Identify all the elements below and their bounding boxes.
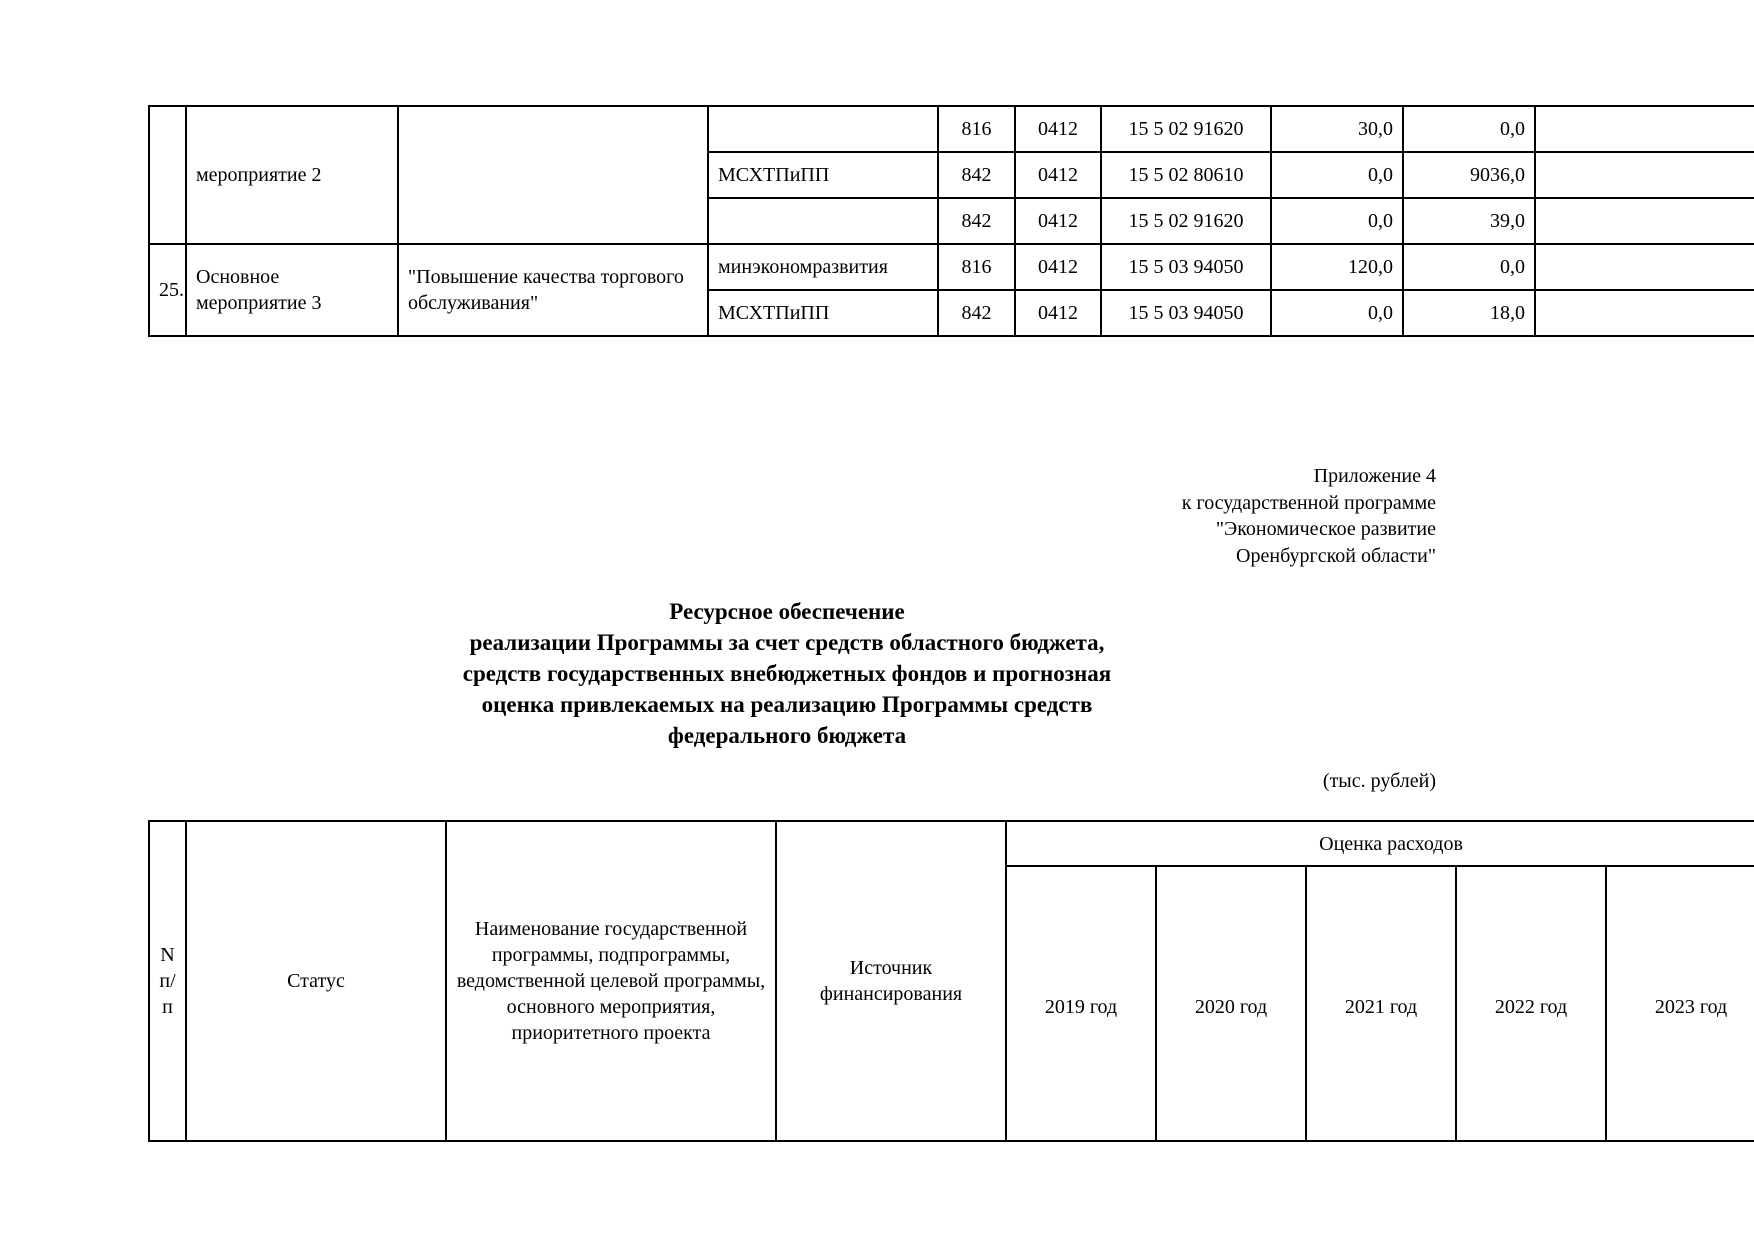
cell-amount-2: 18,0 xyxy=(1403,290,1535,336)
header-program-name: Наименование государственной программы, подпрограммы, ведомственной целевой программы, основного мероприятия, приоритетного проекта xyxy=(446,821,776,1141)
title-line: средств государственных внебюджетных фондов и прогнозная xyxy=(462,661,1112,686)
cell-amount-2: 9036,0 xyxy=(1403,152,1535,198)
cell-funding-source xyxy=(708,198,938,244)
cell-grbs-code: 816 xyxy=(938,244,1015,290)
cell-amount-2: 39,0 xyxy=(1403,198,1535,244)
cell-section-code: 0412 xyxy=(1015,152,1101,198)
cell-amount-1: 0,0 xyxy=(1271,152,1403,198)
header-funding-source: Источник финансирования xyxy=(776,821,1006,1141)
cell-section-code: 0412 xyxy=(1015,106,1101,152)
title-line: оценка привлекаемых на реализацию Программы средств xyxy=(481,692,1093,717)
cell-program-name xyxy=(398,106,708,244)
cell-amount-1: 120,0 xyxy=(1271,244,1403,290)
cell-cutoff xyxy=(1535,290,1754,336)
cell-target-item-code: 15 5 02 91620 xyxy=(1101,198,1271,244)
appendix-line: Приложение 4 xyxy=(1313,465,1436,487)
appendix-line: Оренбургской области" xyxy=(1236,544,1436,567)
cell-funding-source xyxy=(708,106,938,152)
cell-amount-1: 30,0 xyxy=(1271,106,1403,152)
cell-target-item-code: 15 5 02 80610 xyxy=(1101,152,1271,198)
cell-amount-1: 0,0 xyxy=(1271,198,1403,244)
cell-grbs-code: 842 xyxy=(938,290,1015,336)
table-header-row xyxy=(149,821,1754,866)
cell-grbs-code: 842 xyxy=(938,152,1015,198)
cell-cutoff xyxy=(1535,152,1754,198)
units-note: (тыс. рублей) xyxy=(1322,770,1436,792)
cell-amount-1: 0,0 xyxy=(1271,290,1403,336)
cell-funding-source: МСХТПиПП xyxy=(708,290,938,336)
title-line: реализации Программы за счет средств областного бюджета, xyxy=(469,630,1105,655)
budget-allocation-table xyxy=(148,105,1754,337)
table-row xyxy=(149,244,1754,290)
appendix-reference xyxy=(800,463,1436,569)
cell-section-code: 0412 xyxy=(1015,290,1101,336)
cell-grbs-code: 842 xyxy=(938,198,1015,244)
cell-cutoff xyxy=(1535,244,1754,290)
cell-measure-name: Основное мероприятие 3 xyxy=(186,244,398,336)
cell-amount-2: 0,0 xyxy=(1403,106,1535,152)
header-year-2023: 2023 год xyxy=(1606,866,1754,1141)
header-status: Статус xyxy=(186,821,446,1141)
header-year-2022: 2022 год xyxy=(1456,866,1606,1141)
cell-target-item-code: 15 5 03 94050 xyxy=(1101,290,1271,336)
cell-section-code: 0412 xyxy=(1015,198,1101,244)
header-expense-estimate: Оценка расходов xyxy=(1006,821,1754,866)
cell-section-code: 0412 xyxy=(1015,244,1101,290)
title-line: Ресурсное обеспечение xyxy=(669,599,905,624)
header-year-2020: 2020 год xyxy=(1156,866,1306,1141)
title-line: федерального бюджета xyxy=(667,723,907,748)
resource-support-table xyxy=(148,820,1754,1142)
cell-target-item-code: 15 5 02 91620 xyxy=(1101,106,1271,152)
document-title xyxy=(148,596,1426,751)
header-year-2019: 2019 год xyxy=(1006,866,1156,1141)
cell-funding-source: минэкономразвития xyxy=(708,244,938,290)
cell-row-number: 25. xyxy=(149,244,186,336)
cell-program-name: "Повышение качества торгового обслуживания" xyxy=(398,244,708,336)
cell-amount-2: 0,0 xyxy=(1403,244,1535,290)
appendix-line: "Экономическое развитие xyxy=(1215,518,1436,540)
cell-cutoff xyxy=(1535,198,1754,244)
header-num: N п/п xyxy=(149,821,186,1141)
cell-measure-name: мероприятие 2 xyxy=(186,106,398,244)
cell-row-number xyxy=(149,106,186,244)
appendix-line: к государственной программе xyxy=(1181,491,1436,514)
table-row xyxy=(149,106,1754,152)
header-year-2021: 2021 год xyxy=(1306,866,1456,1141)
cell-funding-source: МСХТПиПП xyxy=(708,152,938,198)
cell-grbs-code: 816 xyxy=(938,106,1015,152)
cell-cutoff xyxy=(1535,106,1754,152)
cell-target-item-code: 15 5 03 94050 xyxy=(1101,244,1271,290)
